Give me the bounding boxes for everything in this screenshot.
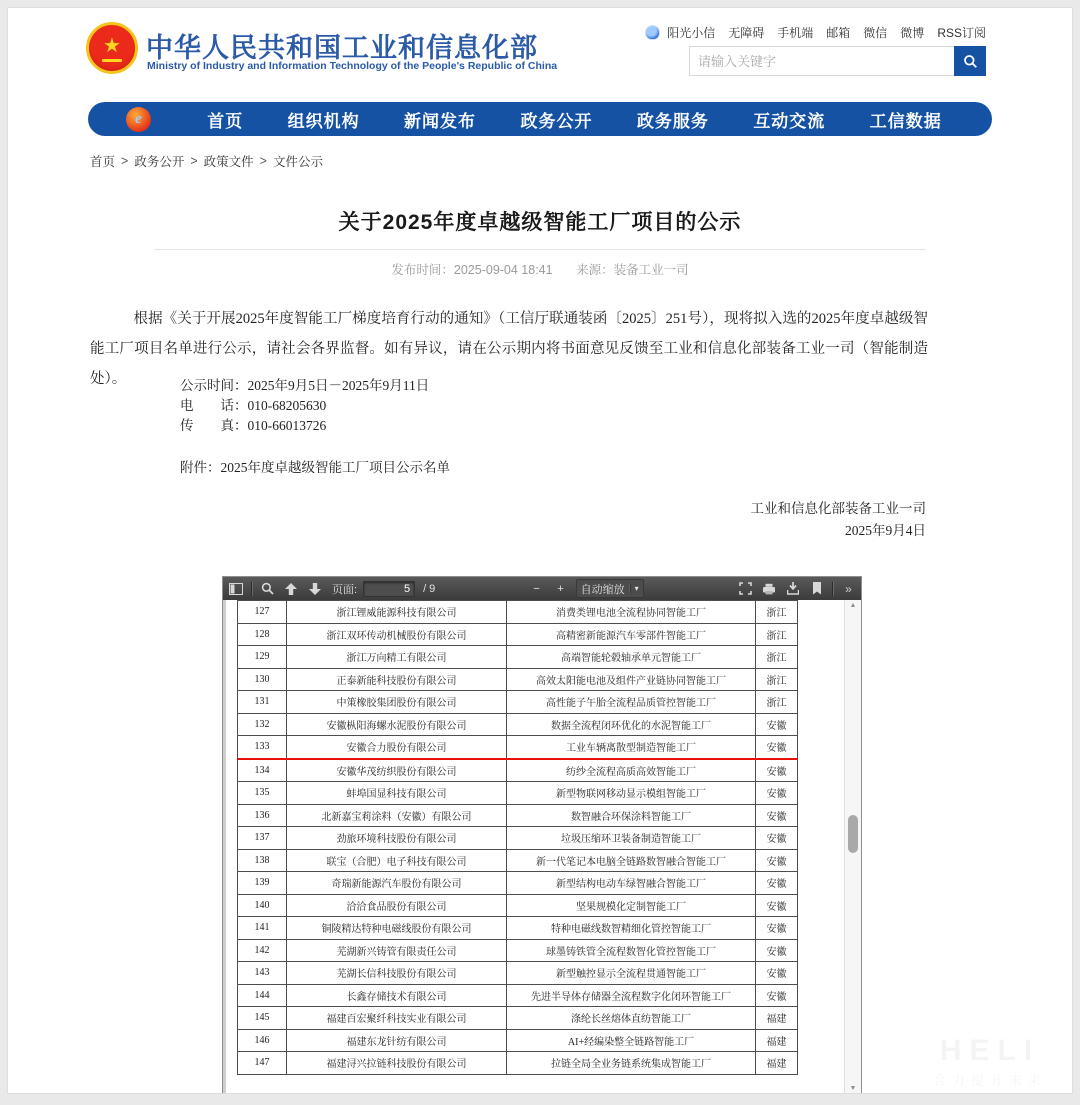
cell-company: 芜湖长信科技股份有限公司 bbox=[287, 962, 507, 985]
sunshine-assistant-icon bbox=[645, 25, 660, 40]
cell-number: 144 bbox=[238, 984, 287, 1007]
cell-company: 蚌埠国显科技有限公司 bbox=[287, 782, 507, 805]
scrollbar-thumb[interactable] bbox=[848, 815, 858, 853]
next-page-icon[interactable] bbox=[306, 580, 324, 597]
cell-province: 浙江 bbox=[756, 646, 798, 669]
table-row bbox=[238, 1029, 798, 1052]
table-row bbox=[238, 601, 798, 624]
breadcrumb-item[interactable]: 首页 bbox=[90, 155, 116, 169]
sidebar-toggle-icon[interactable] bbox=[227, 580, 245, 597]
cell-project: AI+经编染整全链路智能工厂 bbox=[507, 1029, 756, 1052]
top-links bbox=[645, 24, 986, 41]
previous-page-icon[interactable] bbox=[282, 580, 300, 597]
site-subtitle: Ministry of Industry and Information Technology of the People's Republic of China bbox=[147, 60, 558, 72]
table-row bbox=[238, 1052, 798, 1075]
zoom-in-icon[interactable]: + bbox=[557, 582, 564, 595]
top-link[interactable]: 手机端 bbox=[777, 26, 814, 40]
cell-number: 135 bbox=[238, 782, 287, 805]
table-row bbox=[238, 827, 798, 850]
toolbar-separator bbox=[832, 582, 833, 596]
zoom-select-value: 自动缩放 bbox=[580, 583, 625, 596]
search-input[interactable] bbox=[689, 46, 954, 76]
watermark-slogan bbox=[933, 1070, 1047, 1089]
nav-item[interactable]: 政务服务 bbox=[636, 111, 709, 131]
table-row bbox=[238, 804, 798, 827]
cell-company: 正泰新能科技股份有限公司 bbox=[287, 668, 507, 691]
search-button[interactable] bbox=[954, 46, 986, 76]
cell-number: 130 bbox=[238, 668, 287, 691]
cell-province: 福建 bbox=[756, 1052, 798, 1075]
pdf-page bbox=[226, 600, 844, 1093]
info-line: 电 话：010-68205630 bbox=[180, 398, 327, 413]
top-link[interactable]: 微信 bbox=[863, 26, 888, 40]
cell-number: 136 bbox=[238, 804, 287, 827]
cell-project: 高精密新能源汽车零部件智能工厂 bbox=[507, 623, 756, 646]
table-row bbox=[238, 782, 798, 805]
cell-project: 新型物联网移动显示模组智能工厂 bbox=[507, 782, 756, 805]
cell-company: 芜湖新兴铸管有限责任公司 bbox=[287, 939, 507, 962]
top-link[interactable]: 微博 bbox=[900, 26, 925, 40]
pdf-viewer bbox=[222, 576, 862, 1093]
cell-company: 中策橡胶集团股份有限公司 bbox=[287, 691, 507, 714]
article-paragraph: 根据《关于开展2025年度智能工厂梯度培育行动的通知》（工信厅联通装函〔2025〕251号），现将拟入选的2025年度卓越级智能工厂项目名单进行公示，请社会各界监督。如有异议，请在公示期内将书面意见反馈至工业和信息化部装备工业一司（智能制造处）。 bbox=[90, 311, 928, 387]
cell-province: 安徽 bbox=[756, 894, 798, 917]
cell-company: 安徽合力股份有限公司 bbox=[287, 736, 507, 759]
info-line: 传 真：010-66013726 bbox=[180, 418, 327, 433]
cell-province: 浙江 bbox=[756, 691, 798, 714]
nav-item[interactable]: 互动交流 bbox=[753, 111, 826, 131]
cell-number: 131 bbox=[238, 691, 287, 714]
breadcrumb-item[interactable]: 文件公示 bbox=[272, 155, 323, 169]
cell-province: 安徽 bbox=[756, 782, 798, 805]
table-row bbox=[238, 668, 798, 691]
page-title: 关于2025年度卓越级智能工厂项目的公示 bbox=[338, 211, 742, 234]
cell-number: 129 bbox=[238, 646, 287, 669]
cell-project: 高效太阳能电池及组件产业链协同智能工厂 bbox=[507, 668, 756, 691]
cell-project: 拉链全局全业务链系统集成智能工厂 bbox=[507, 1052, 756, 1075]
cell-number: 137 bbox=[238, 827, 287, 850]
miit-logo-icon: e bbox=[126, 107, 151, 132]
cell-project: 坚果规模化定制智能工厂 bbox=[507, 894, 756, 917]
cell-project: 新一代笔记本电脑全链路数智融合智能工厂 bbox=[507, 849, 756, 872]
table-row bbox=[238, 713, 798, 736]
cell-company: 福建浔兴拉链科技股份有限公司 bbox=[287, 1052, 507, 1075]
chevron-down-icon: ▾ bbox=[630, 584, 639, 593]
cell-company: 安徽枞阳海螺水泥股份有限公司 bbox=[287, 713, 507, 736]
breadcrumb-separator: > bbox=[121, 154, 129, 168]
table-row bbox=[238, 1007, 798, 1030]
table-row bbox=[238, 691, 798, 714]
table-row bbox=[238, 736, 798, 759]
cell-number: 142 bbox=[238, 939, 287, 962]
cell-number: 146 bbox=[238, 1029, 287, 1052]
attachment-link[interactable]: 附件：2025年度卓越级智能工厂项目公示名单 bbox=[180, 460, 450, 475]
scroll-down-icon[interactable]: ▼ bbox=[849, 1085, 857, 1092]
pdf-scrollbar[interactable] bbox=[844, 600, 861, 1093]
cell-company: 浙江锂威能源科技有限公司 bbox=[287, 601, 507, 624]
table-row bbox=[238, 894, 798, 917]
cell-province: 安徽 bbox=[756, 984, 798, 1007]
page-label: 页面: bbox=[332, 583, 358, 596]
cell-project: 涤纶长丝熔体直纺智能工厂 bbox=[507, 1007, 756, 1030]
national-emblem-icon: ★ bbox=[86, 22, 138, 74]
cell-province: 福建 bbox=[756, 1029, 798, 1052]
zoom-select[interactable] bbox=[576, 579, 644, 598]
cell-company: 浙江万向精工有限公司 bbox=[287, 646, 507, 669]
nav-item[interactable]: 组织机构 bbox=[287, 111, 360, 131]
breadcrumb bbox=[90, 152, 323, 170]
cell-project: 工业车辆离散型制造智能工厂 bbox=[507, 736, 756, 759]
table-row bbox=[238, 623, 798, 646]
cell-province: 浙江 bbox=[756, 668, 798, 691]
cell-province: 浙江 bbox=[756, 601, 798, 624]
breadcrumb-separator: > bbox=[259, 154, 267, 168]
signature-org: 工业和信息化部装备工业一司 bbox=[750, 501, 926, 516]
article-info-lines bbox=[180, 376, 429, 436]
bookmark-icon[interactable] bbox=[808, 580, 826, 597]
table-row bbox=[238, 917, 798, 940]
search-bar bbox=[689, 46, 986, 76]
cell-project: 高端智能轮毂轴承单元智能工厂 bbox=[507, 646, 756, 669]
cell-number: 140 bbox=[238, 894, 287, 917]
breadcrumb-item[interactable]: 政务公开 bbox=[134, 155, 185, 169]
cell-project: 新型结构电动车绿智融合智能工厂 bbox=[507, 872, 756, 895]
watermark-logo-text bbox=[933, 1034, 1047, 1068]
top-link[interactable]: 邮箱 bbox=[826, 26, 851, 40]
cell-project: 纺纱全流程高质高效智能工厂 bbox=[507, 759, 756, 782]
cell-number: 143 bbox=[238, 962, 287, 985]
cell-company: 长鑫存储技术有限公司 bbox=[287, 984, 507, 1007]
toolbar-separator bbox=[251, 582, 252, 596]
title-divider bbox=[154, 249, 926, 250]
table-row bbox=[238, 962, 798, 985]
nav-item[interactable]: 工信数据 bbox=[869, 111, 942, 131]
page-total: / 9 bbox=[423, 582, 436, 595]
cell-province: 福建 bbox=[756, 1007, 798, 1030]
table-row bbox=[238, 984, 798, 1007]
breadcrumb-separator: > bbox=[190, 154, 198, 168]
zoom-out-icon[interactable]: − bbox=[533, 582, 540, 595]
cell-company: 联宝（合肥）电子科技有限公司 bbox=[287, 849, 507, 872]
find-icon[interactable] bbox=[258, 580, 276, 597]
table-row bbox=[238, 849, 798, 872]
site-title: 中华人民共和国工业和信息化部 bbox=[146, 33, 538, 63]
cell-company: 福建百宏聚纤科技实业有限公司 bbox=[287, 1007, 507, 1030]
article-meta bbox=[88, 260, 992, 278]
heli-watermark bbox=[933, 1034, 1047, 1089]
cell-number: 128 bbox=[238, 623, 287, 646]
article-source: 来源：装备工业一司 bbox=[576, 263, 689, 277]
cell-number: 139 bbox=[238, 872, 287, 895]
project-table bbox=[237, 600, 798, 1075]
cell-company: 北新嘉宝莉涂料（安徽）有限公司 bbox=[287, 804, 507, 827]
scroll-up-icon[interactable]: ▲ bbox=[849, 602, 857, 609]
cell-project: 数据全流程闭环优化的水泥智能工厂 bbox=[507, 713, 756, 736]
cell-number: 127 bbox=[238, 601, 287, 624]
nav-item[interactable]: 政务公开 bbox=[520, 111, 593, 131]
cell-number: 133 bbox=[238, 736, 287, 759]
cell-project: 球墨铸铁管全流程数智化管控智能工厂 bbox=[507, 939, 756, 962]
cell-province: 浙江 bbox=[756, 623, 798, 646]
pdf-toolbar bbox=[223, 577, 861, 600]
cell-company: 奇瑞新能源汽车股份有限公司 bbox=[287, 872, 507, 895]
cell-province: 安徽 bbox=[756, 736, 798, 759]
nav-item[interactable]: 新闻发布 bbox=[404, 111, 477, 131]
page bbox=[8, 8, 1072, 1093]
download-icon[interactable] bbox=[784, 580, 802, 597]
cell-province: 安徽 bbox=[756, 759, 798, 782]
cell-project: 数智融合环保涂料智能工厂 bbox=[507, 804, 756, 827]
cell-number: 132 bbox=[238, 713, 287, 736]
cell-project: 特种电磁线数智精细化管控智能工厂 bbox=[507, 917, 756, 940]
top-link[interactable]: 无障碍 bbox=[728, 26, 765, 40]
cell-number: 134 bbox=[238, 759, 287, 782]
main-nav bbox=[88, 102, 992, 136]
signature-block bbox=[90, 498, 926, 542]
info-line: 公示时间：2025年9月5日－2025年9月11日 bbox=[180, 378, 430, 393]
cell-project: 先进半导体存储器全流程数字化闭环智能工厂 bbox=[507, 984, 756, 1007]
cell-company: 铜陵精达特种电磁线股份有限公司 bbox=[287, 917, 507, 940]
cell-project: 新型触控显示全流程贯通智能工厂 bbox=[507, 962, 756, 985]
cell-number: 145 bbox=[238, 1007, 287, 1030]
cell-company: 劲旅环境科技股份有限公司 bbox=[287, 827, 507, 850]
page-number-input[interactable] bbox=[363, 581, 415, 597]
cell-number: 138 bbox=[238, 849, 287, 872]
breadcrumb-item[interactable]: 政策文件 bbox=[203, 155, 254, 169]
cell-company: 洽洽食品股份有限公司 bbox=[287, 894, 507, 917]
cell-province: 安徽 bbox=[756, 872, 798, 895]
cell-province: 安徽 bbox=[756, 804, 798, 827]
top-link[interactable]: 阳光小信 bbox=[667, 26, 716, 40]
cell-project: 高性能子午胎全流程品质管控智能工厂 bbox=[507, 691, 756, 714]
cell-number: 141 bbox=[238, 917, 287, 940]
top-link[interactable]: RSS订阅 bbox=[937, 26, 986, 40]
table-row bbox=[238, 759, 798, 782]
table-row bbox=[238, 939, 798, 962]
cell-number: 147 bbox=[238, 1052, 287, 1075]
cell-province: 安徽 bbox=[756, 939, 798, 962]
cell-province: 安徽 bbox=[756, 849, 798, 872]
cell-province: 安徽 bbox=[756, 917, 798, 940]
cell-company: 福建东龙针纺有限公司 bbox=[287, 1029, 507, 1052]
pdf-body bbox=[223, 600, 861, 1093]
cell-project: 消费类锂电池全流程协同智能工厂 bbox=[507, 601, 756, 624]
cell-province: 安徽 bbox=[756, 827, 798, 850]
cell-company: 安徽华茂纺织股份有限公司 bbox=[287, 759, 507, 782]
table-row bbox=[238, 872, 798, 895]
cell-project: 垃圾压缩环卫装备制造智能工厂 bbox=[507, 827, 756, 850]
table-row bbox=[238, 646, 798, 669]
presentation-mode-icon[interactable] bbox=[736, 580, 754, 597]
cell-province: 安徽 bbox=[756, 962, 798, 985]
cell-province: 安徽 bbox=[756, 713, 798, 736]
cell-company: 浙江双环传动机械股份有限公司 bbox=[287, 623, 507, 646]
publish-time: 发布时间：2025-09-04 18:41 bbox=[391, 263, 553, 277]
more-tools-icon[interactable]: » bbox=[845, 581, 851, 596]
print-icon[interactable] bbox=[760, 580, 778, 597]
search-icon bbox=[963, 54, 978, 69]
signature-date: 2025年9月4日 bbox=[845, 523, 926, 538]
nav-item[interactable]: 首页 bbox=[207, 111, 244, 131]
